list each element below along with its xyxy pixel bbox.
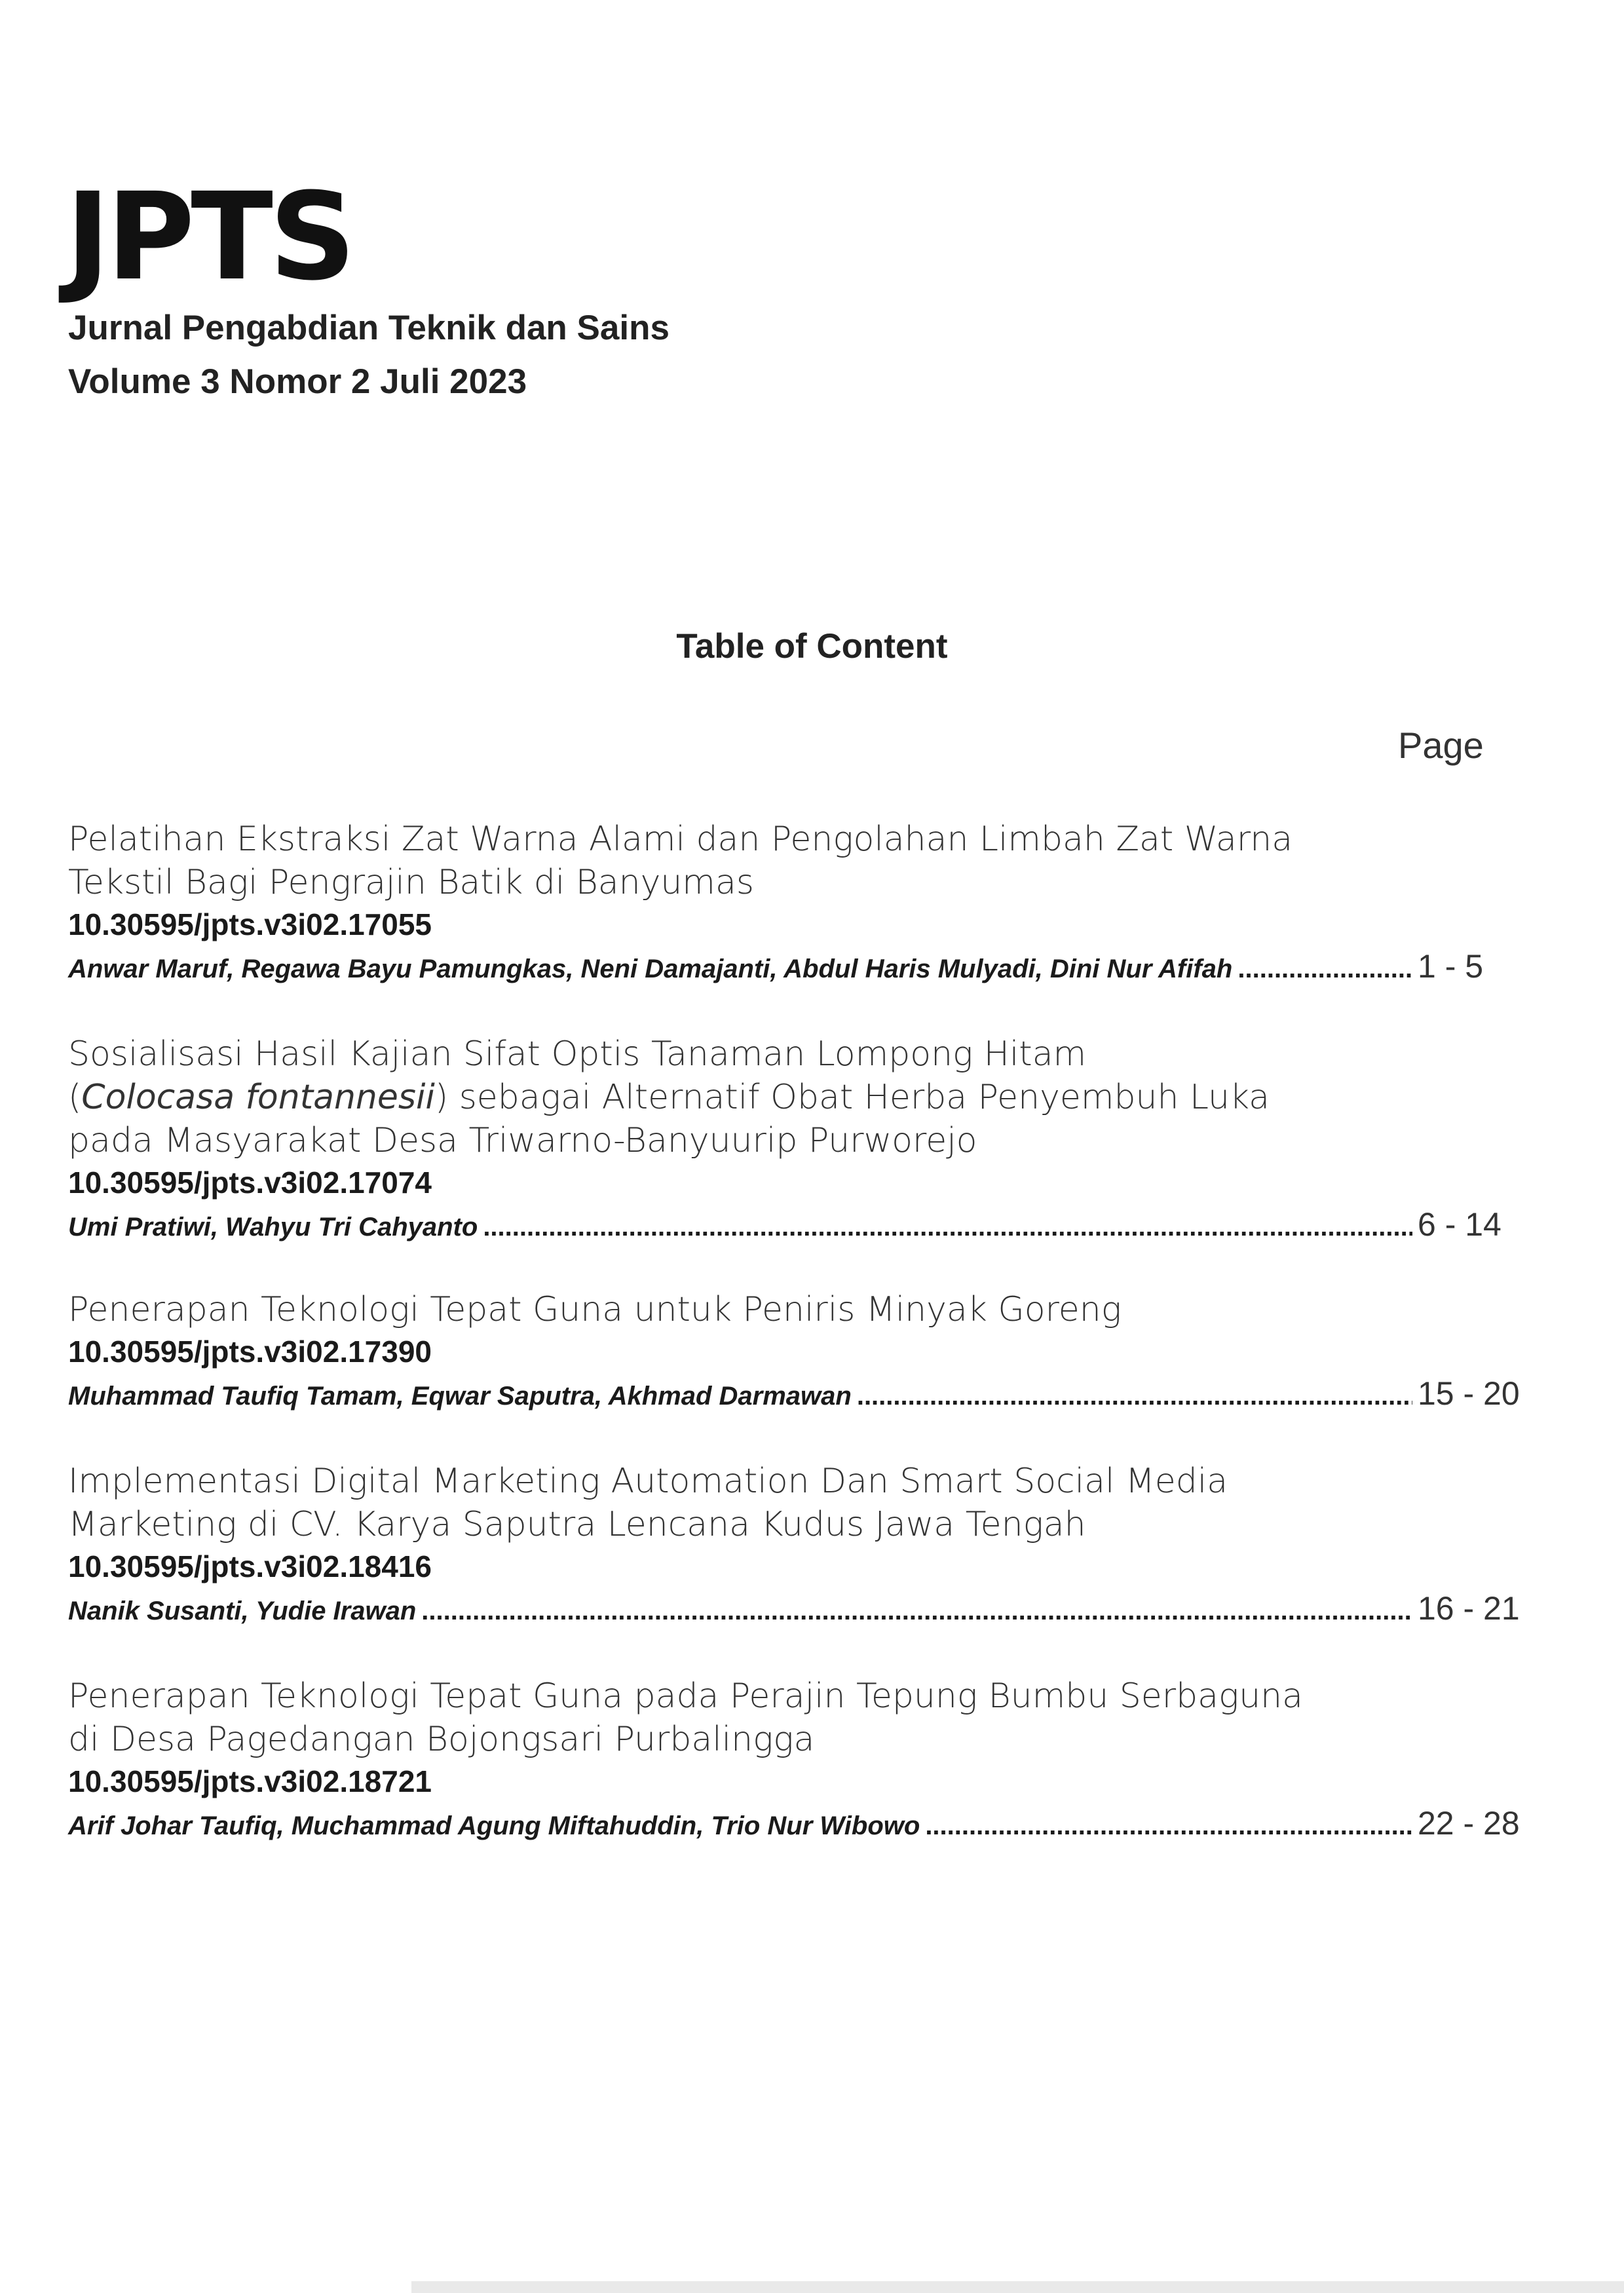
article-title-line: Implementasi Digital Marketing Automation Dan Smart Social Media: [68, 1462, 1228, 1501]
article-doi[interactable]: 10.30595/jpts.v3i02.18416: [68, 1549, 432, 1583]
dot-leader: [857, 1382, 1412, 1411]
page-column-header: Page: [1398, 725, 1484, 766]
authors-row: [68, 1589, 1536, 1627]
page-footer-bar: [411, 2281, 1624, 2293]
authors-row: [68, 1374, 1536, 1412]
article-doi[interactable]: 10.30595/jpts.v3i02.17055: [68, 907, 432, 941]
article-pages: 6 - 14: [1418, 1206, 1501, 1243]
article-title-line: Marketing di CV. Karya Saputra Lencana Kudus Jawa Tengah: [68, 1505, 1086, 1544]
article-authors: Muhammad Taufiq Tamam, Eqwar Saputra, Akhmad Darmawan: [68, 1382, 852, 1411]
article-authors: Nanik Susanti, Yudie Irawan: [68, 1597, 417, 1625]
issue-info: Volume 3 Nomor 2 Juli 2023: [68, 362, 527, 401]
article-doi[interactable]: 10.30595/jpts.v3i02.17390: [68, 1335, 432, 1369]
article-authors: Anwar Maruf, Regawa Bayu Pamungkas, Neni Damajanti, Abdul Haris Mulyadi, Dini Nur Afifah: [68, 955, 1233, 983]
article-title-line: (Colocasa fontannesii) sebagai Alternatif Obat Herba Penyembuh Luka: [68, 1078, 1270, 1117]
article-title-line: Pelatihan Ekstraksi Zat Warna Alami dan Pengolahan Limbah Zat Warna: [68, 820, 1293, 859]
journal-logo: JPTS: [66, 167, 352, 307]
toc-entry: [68, 1675, 1536, 1842]
article-pages: 22 - 28: [1418, 1805, 1520, 1842]
article-title-line: Sosialisasi Hasil Kajian Sifat Optis Tanaman Lompong Hitam: [68, 1034, 1087, 1074]
toc-entry: [68, 1460, 1536, 1627]
article-pages: 16 - 21: [1418, 1590, 1520, 1627]
article-title-line: Penerapan Teknologi Tepat Guna pada Perajin Tepung Bumbu Serbaguna: [68, 1677, 1303, 1716]
article-pages: 15 - 20: [1418, 1375, 1520, 1412]
article-title-line: Penerapan Teknologi Tepat Guna untuk Peniris Minyak Goreng: [68, 1290, 1122, 1329]
journal-name: Jurnal Pengabdian Teknik dan Sains: [68, 309, 670, 347]
article-title-line: pada Masyarakat Desa Triwarno-Banyuurip Purworejo: [68, 1121, 977, 1160]
article-authors: Umi Pratiwi, Wahyu Tri Cahyanto: [68, 1213, 478, 1241]
dot-leader: [421, 1597, 1412, 1626]
dot-leader: [483, 1213, 1412, 1242]
article-pages: 1 - 5: [1418, 948, 1484, 985]
authors-row: [68, 1205, 1536, 1243]
dot-leader: [1237, 955, 1412, 984]
article-doi[interactable]: 10.30595/jpts.v3i02.17074: [68, 1165, 432, 1200]
article-authors: Arif Johar Taufiq, Muchammad Agung Miftahuddin, Trio Nur Wibowo: [68, 1811, 920, 1840]
authors-row: [68, 1804, 1536, 1842]
toc-entry: [68, 818, 1536, 985]
article-title-line: Tekstil Bagi Pengrajin Batik di Banyumas: [68, 863, 754, 902]
dot-leader: [925, 1811, 1412, 1841]
authors-row: [68, 947, 1536, 985]
article-doi[interactable]: 10.30595/jpts.v3i02.18721: [68, 1764, 432, 1798]
species-name: Colocasa fontannesii: [81, 1078, 435, 1117]
article-title-line: di Desa Pagedangan Bojongsari Purbalingga: [68, 1720, 815, 1759]
article-title-text: sebagai Alternatif Obat Herba Penyembuh Luka: [459, 1078, 1270, 1117]
toc-entry: [68, 1033, 1536, 1243]
toc-entry: [68, 1288, 1536, 1412]
toc-title: Table of Content: [676, 627, 948, 666]
